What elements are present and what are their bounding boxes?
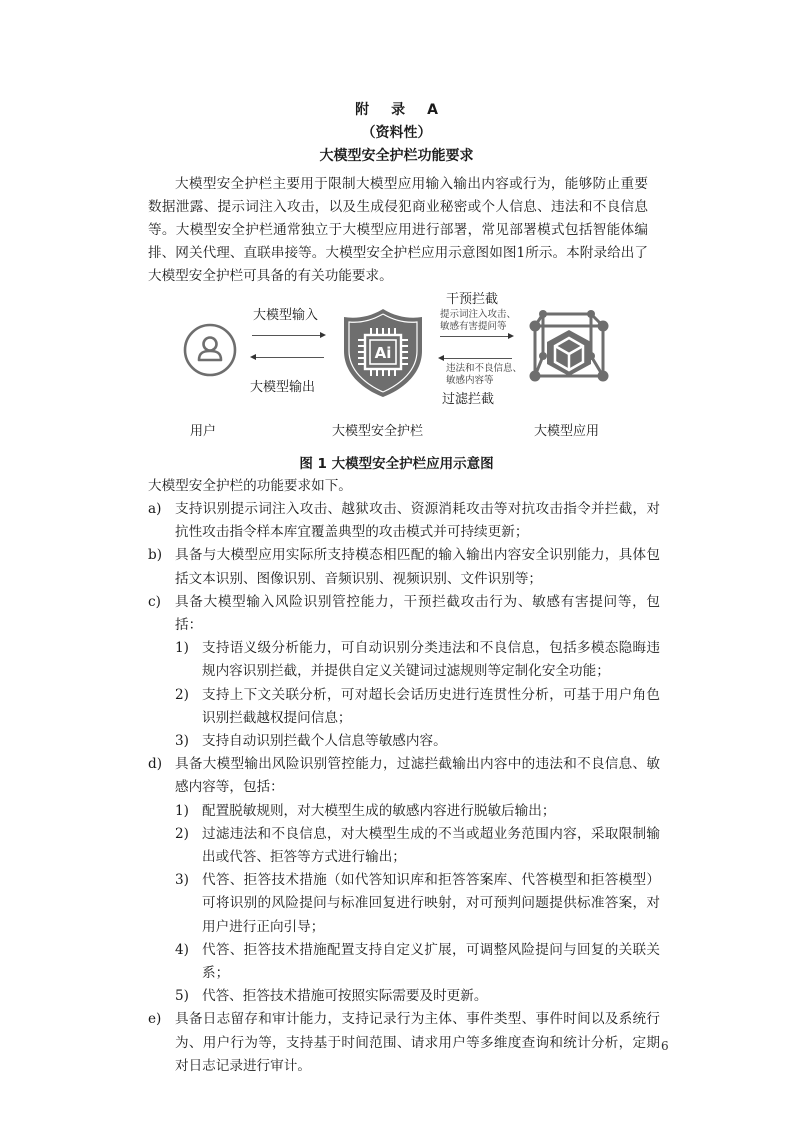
- user-label: 用户: [190, 424, 217, 439]
- appendix-letter: A: [427, 102, 438, 118]
- appendix-type: （资料性）: [361, 125, 432, 141]
- sub-list-item-text: 支持上下文关联分析，可对超长会话历史进行连贯性分析，可基于用户角色识别拦截越权提问信息；: [202, 686, 660, 726]
- figure-caption: 图 1 大模型安全护栏应用示意图: [299, 456, 494, 472]
- list-item-text: 支持识别提示词注入攻击、越狱攻击、资源消耗攻击等对抗攻击指令并拦截，对抗性攻击指令样本库宜覆盖典型的攻击模式并可持续更新；: [175, 501, 660, 541]
- list-item-text: 具备大模型输入风险识别管控能力，干预拦截攻击行为、敏感有害提问等，包括：: [175, 593, 660, 634]
- input-label: 大模型输入: [253, 308, 319, 323]
- cube-network-icon: [527, 304, 611, 386]
- list-marker: a): [148, 501, 162, 517]
- sub-list-marker: 3): [175, 733, 189, 750]
- appendix-title: [0, 99, 793, 119]
- sub-list-item: [148, 684, 660, 730]
- list-item: [148, 753, 660, 799]
- requirements-list: [148, 498, 660, 1078]
- intercept-label: 干预拦截: [446, 292, 499, 307]
- appendix-label: 附: [355, 102, 370, 118]
- list-item-text: 具备与大模型应用实际所支持模态相匹配的输入输出内容安全识别能力，具体包括文本识别、图像识别、音频识别、视频识别、文件识别等；: [175, 547, 660, 587]
- filter-arrow: [440, 358, 512, 359]
- sub-list-marker: 1): [175, 640, 189, 657]
- sub-list-marker: 2): [175, 686, 189, 703]
- list-item: [148, 544, 660, 590]
- list-item-text: 具备大模型输出风险识别管控能力，过滤拦截输出内容中的违法和不良信息、敏感内容等，包括：: [175, 756, 660, 796]
- app-label: 大模型应用: [534, 424, 600, 439]
- sub-list-marker: 2): [175, 825, 189, 842]
- svg-text:Ai: Ai: [374, 344, 392, 362]
- filter-detail: 违法和不良信息、 敏感内容等: [446, 363, 523, 386]
- sub-list-marker: 3): [175, 872, 189, 889]
- sub-list-item-text: 支持自动识别拦截个人信息等敏感内容。: [202, 733, 447, 750]
- requirements-intro: 大模型安全护栏的功能要求如下。: [148, 478, 352, 494]
- sub-list-item-text: 代答、拒答技术措施配置支持自定义扩展，可调整风险提问与回复的关联关系；: [202, 941, 660, 982]
- sub-list-item: [148, 939, 660, 985]
- list-marker: b): [148, 547, 163, 564]
- filter-label: 过滤拦截: [442, 392, 495, 407]
- intro-paragraph: 大模型安全护栏主要用于限制大模型应用输入输出内容或行为，能够防止重要数据泄露、提示词注入攻击，以及生成侵犯商业秘密或个人信息、违法和不良信息等。大模型安全护栏通常独立于大模型应用进行部署，常见部署模式包括智能体编排、网关代理、直联串接等。大模型安全护栏应用示意图如图1所示。本附录给出了大模型安全护栏可具备的有关功能要求。: [148, 176, 648, 284]
- sub-list-item-text: 代答、拒答技术措施可按照实际需要及时更新。: [202, 988, 488, 1005]
- list-item-text: 具备日志留存和审计能力，支持记录行为主体、事件类型、事件时间以及系统行为、用户行为等，支持基于时间范围、请求用户等多维度查询和统计分析，定期对日志记录进行审计。: [175, 1011, 660, 1074]
- list-marker: e): [148, 1011, 162, 1028]
- shield-ai-chip-icon: [340, 307, 426, 399]
- sub-list-item: [148, 823, 660, 869]
- appendix-heading: 大模型安全护栏功能要求: [319, 148, 474, 164]
- list-marker: c): [148, 593, 161, 610]
- list-marker: d): [148, 756, 163, 773]
- sub-list-marker: 5): [175, 988, 189, 1005]
- list-item: [148, 591, 660, 637]
- guardrail-label: 大模型安全护栏: [332, 424, 424, 439]
- sub-list-item: [148, 985, 660, 1008]
- guardrail-diagram: [170, 282, 630, 442]
- output-label: 大模型输出: [250, 380, 316, 395]
- sub-list-marker: 1): [175, 802, 189, 819]
- sub-list-item-text: 代答、拒答技术措施（如代答知识库和拒答答案库、代答模型和拒答模型）可将识别的风险提问与标准回复进行映射，对可预判问题提供标准答案，对用户进行正向引导；: [202, 872, 660, 935]
- intercept-arrow: [440, 336, 512, 337]
- sub-list-item: [148, 730, 660, 753]
- input-arrow: [252, 335, 324, 336]
- list-item: [148, 1008, 660, 1078]
- sub-list-marker: 4): [175, 941, 189, 958]
- sub-list-item-text: 过滤违法和不良信息，对大模型生成的不当或超业务范围内容，采取限制输出或代答、拒答等方式进行输出；: [202, 825, 660, 866]
- output-arrow: [252, 357, 324, 358]
- sub-list-item: [148, 800, 660, 823]
- sub-list-item-text: 支持语义级分析能力，可自动识别分类违法和不良信息，包括多模态隐晦违规内容识别拦截，并提供自定义关键词过滤规则等定制化安全功能；: [202, 640, 660, 680]
- user-circle-icon: [182, 322, 238, 378]
- sub-list-item: [148, 869, 660, 939]
- sub-list-item: [148, 637, 660, 683]
- list-item: [148, 498, 660, 544]
- appendix-label-2: 录: [391, 102, 406, 118]
- intercept-detail: 提示词注入攻击、 敏感有害提问等: [440, 309, 517, 332]
- page-number: 6: [661, 1039, 669, 1053]
- sub-list-item-text: 配置脱敏规则，对大模型生成的敏感内容进行脱敏后输出；: [202, 802, 556, 819]
